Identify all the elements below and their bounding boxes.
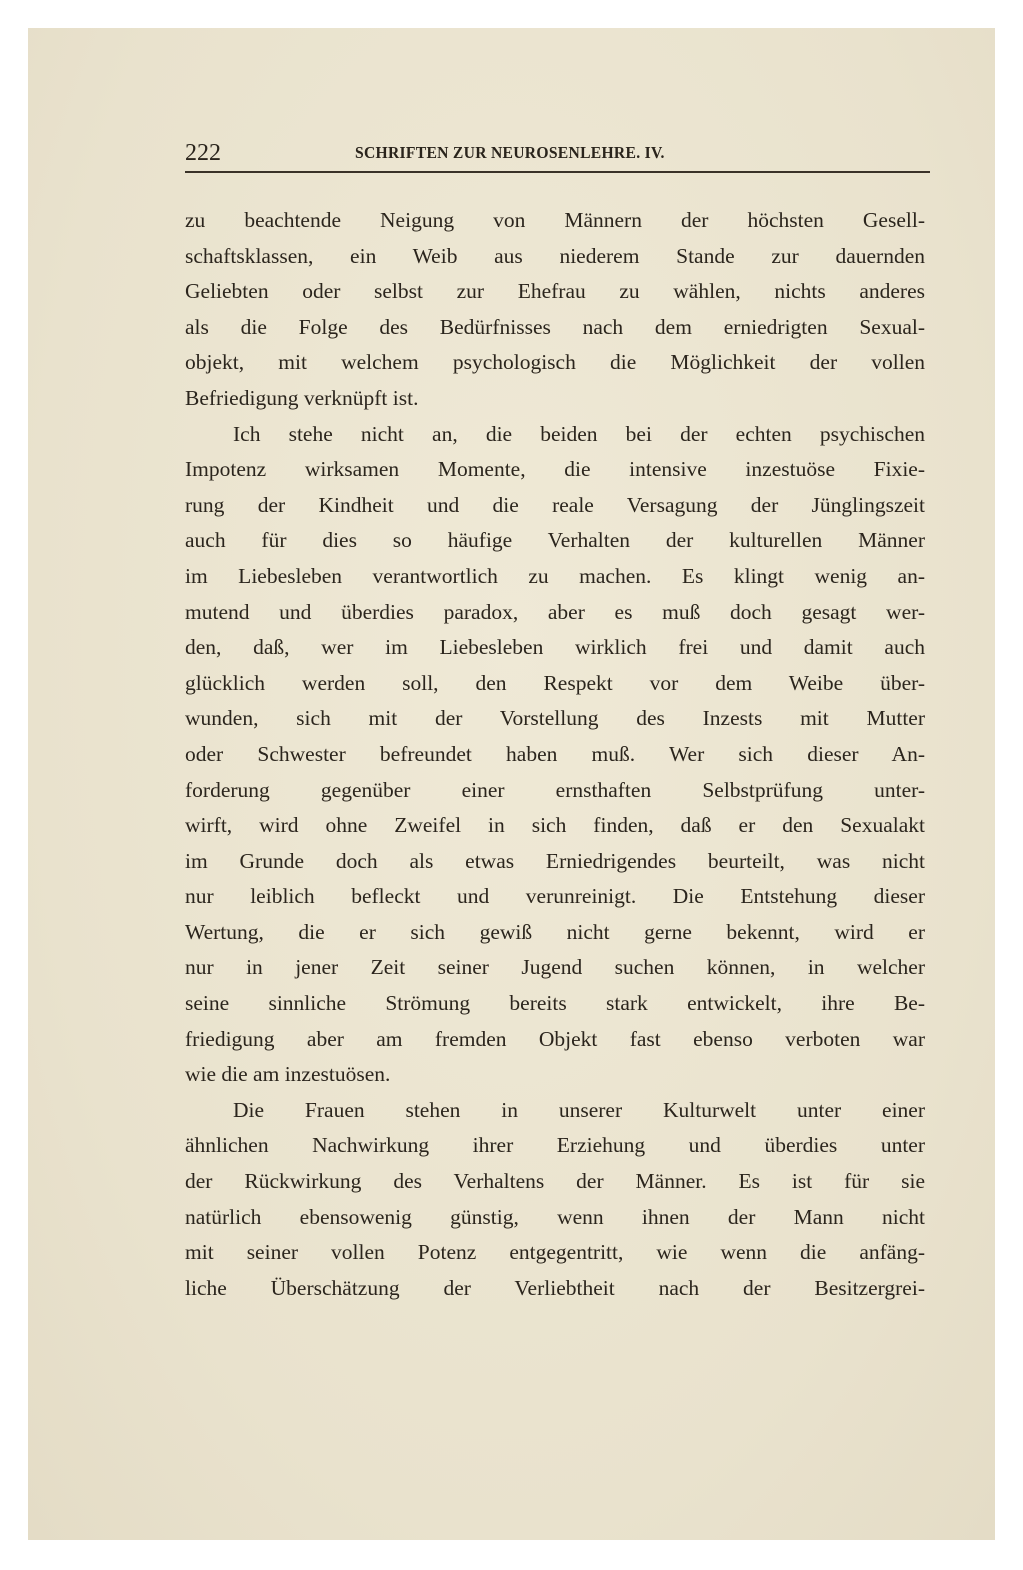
text-line <box>185 274 925 310</box>
text-line-content: mit seiner vollen Potenz entgegentritt, wie wenn die anfäng- <box>185 1240 925 1265</box>
text-line-content: rung der Kindheit und die reale Versagung der Jünglingszeit <box>185 492 925 517</box>
text-line-content: wirft, wird ohne Zweifel in sich finden, daß er den Sexualakt <box>185 813 925 838</box>
text-line-content: forderung gegenüber einer ernsthaften Selbstprüfung unter- <box>185 777 925 802</box>
text-line <box>185 950 925 986</box>
text-line-content: ähnlichen Nachwirkung ihrer Erziehung und überdies unter <box>185 1133 925 1158</box>
text-line-content: zu beachtende Neigung von Männern der höchsten Gesell- <box>185 208 925 232</box>
text-line <box>185 488 925 524</box>
text-line <box>185 523 925 559</box>
header-rule <box>185 171 930 173</box>
text-line-content: glücklich werden soll, den Respekt vor dem Weibe über- <box>185 670 925 695</box>
text-line-content: Die Frauen stehen in unserer Kulturwelt unter einer <box>233 1097 925 1122</box>
text-line-content: seine sinnliche Strömung bereits stark entwickelt, ihre Be- <box>185 991 925 1016</box>
text-line-content: Ich stehe nicht an, die beiden bei der echten psychischen <box>233 421 925 446</box>
text-line <box>185 417 925 453</box>
text-line <box>185 986 925 1022</box>
text-line-content: wunden, sich mit der Vorstellung des Inzests mit Mutter <box>185 706 925 731</box>
text-line <box>185 1200 925 1236</box>
text-line-content: der Rückwirkung des Verhaltens der Männer. Es ist für sie <box>185 1169 925 1194</box>
text-line <box>185 310 925 346</box>
text-line <box>185 737 925 773</box>
text-line-content: Geliebten oder selbst zur Ehefrau zu wählen, nichts anderes <box>185 279 925 304</box>
text-line <box>185 808 925 844</box>
text-line-content: im Grunde doch als etwas Erniedrigendes beurteilt, was nicht <box>185 848 925 873</box>
text-line-content: mutend und überdies paradox, aber es muß doch gesagt wer- <box>185 599 925 624</box>
text-line <box>185 1164 925 1200</box>
text-line-content: oder Schwester befreundet haben muß. Wer sich dieser An- <box>185 741 925 766</box>
text-line <box>185 773 925 809</box>
text-line <box>185 1093 925 1129</box>
text-line-content: auch für dies so häufige Verhalten der kulturellen Männer <box>185 528 925 553</box>
text-line <box>185 844 925 880</box>
text-line <box>185 595 925 631</box>
text-line <box>185 239 925 275</box>
text-line <box>185 559 925 595</box>
text-line <box>185 666 925 702</box>
text-line <box>185 1022 925 1058</box>
text-line <box>185 915 925 951</box>
text-line-content: im Liebesleben verantwortlich zu machen. Es klingt wenig an- <box>185 563 925 588</box>
text-line-content: den, daß, wer im Liebesleben wirklich frei und damit auch <box>185 635 925 660</box>
text-line <box>185 630 925 666</box>
text-line <box>185 1235 925 1271</box>
body-text <box>185 203 925 1306</box>
text-line-content: als die Folge des Bedürfnisses nach dem erniedrigten Sexual- <box>185 314 925 339</box>
text-line <box>185 1128 925 1164</box>
text-line <box>185 701 925 737</box>
text-line <box>185 345 925 381</box>
text-line-content: wie die am inzestuösen. <box>185 1062 391 1087</box>
text-line-content: friedigung aber am fremden Objekt fast ebenso verboten war <box>185 1026 925 1051</box>
text-line <box>185 452 925 488</box>
text-line <box>185 203 925 239</box>
text-line-content: nur in jener Zeit seiner Jugend suchen können, in welcher <box>185 955 925 980</box>
text-line-content: Impotenz wirksamen Momente, die intensive inzestuöse Fixie- <box>185 457 925 482</box>
text-line-content: Befriedigung verknüpft ist. <box>185 385 419 410</box>
text-line-content: natürlich ebensowenig günstig, wenn ihnen der Mann nicht <box>185 1204 925 1229</box>
text-line-content: objekt, mit welchem psychologisch die Möglichkeit der vollen <box>185 350 925 375</box>
text-line <box>185 1057 925 1093</box>
text-line-content: schaftsklassen, ein Weib aus niederem Stande zur dauernden <box>185 243 925 268</box>
text-line <box>185 1271 925 1307</box>
text-line-content: nur leiblich befleckt und verunreinigt. Die Entstehung dieser <box>185 884 925 909</box>
running-header <box>185 140 930 170</box>
page-number: 222 <box>185 140 221 166</box>
text-line <box>185 879 925 915</box>
text-line <box>185 381 925 417</box>
text-line-content: liche Überschätzung der Verliebtheit nach der Besitzergrei- <box>185 1275 925 1300</box>
running-title: SCHRIFTEN ZUR NEUROSENLEHRE. IV. <box>355 143 665 162</box>
text-line-content: Wertung, die er sich gewiß nicht gerne bekennt, wird er <box>185 919 925 944</box>
